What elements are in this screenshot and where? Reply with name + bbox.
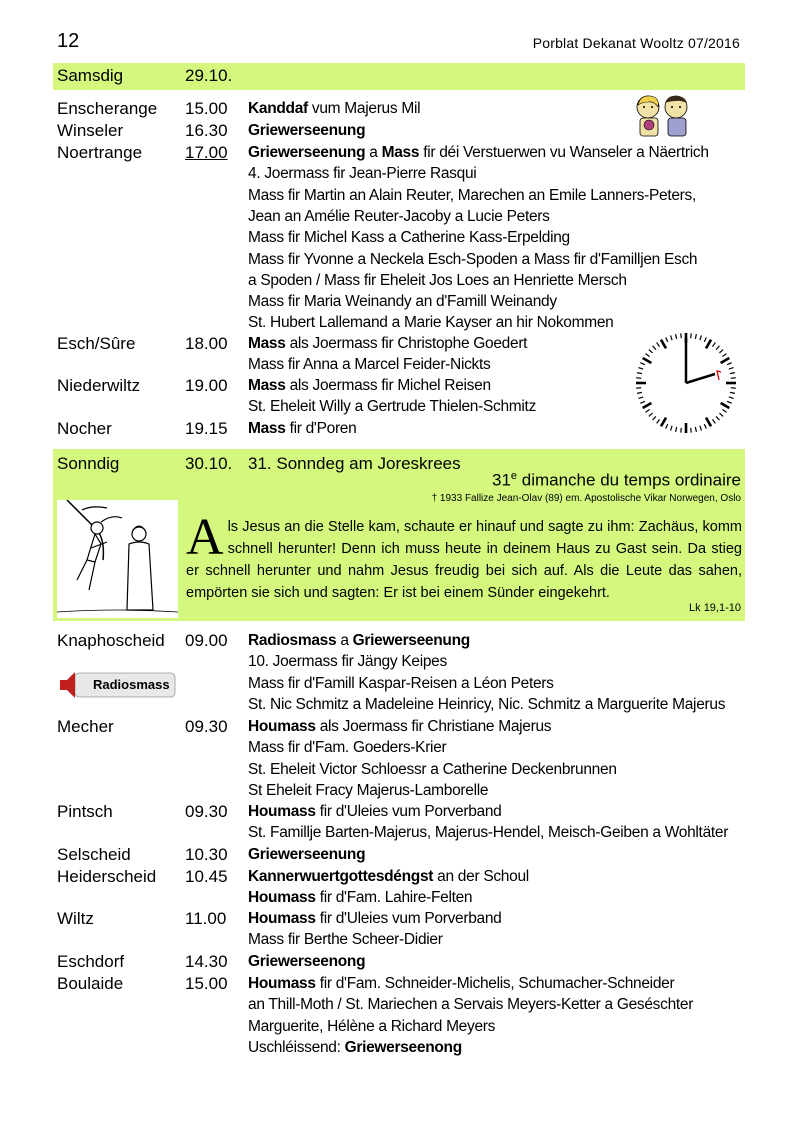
service-type: Griewerseenong — [344, 1038, 462, 1056]
service-time: 15.00 — [185, 99, 228, 118]
service-line: St. Familljе Barten-Majerus, Majerus-Hendel, Meisch-Geiben a Wohltäter — [248, 824, 729, 842]
service-line: St. Nic Schmitz a Madeleine Heinricy, Nic. Schmitz a Marguerite Majerus — [248, 695, 726, 713]
service-line: Houmass fir d'Fam. Schneider-Michelis, Schumacher-Schneider — [248, 975, 675, 992]
service-type: Houmass — [248, 910, 316, 927]
service-time: 09.00 — [185, 631, 228, 650]
service-line: Houmass fir d'Uleies vum Porverband — [248, 910, 502, 927]
service-time: 14.30 — [185, 952, 228, 971]
saturday-day: Samsdig — [57, 66, 124, 85]
place-name: Knaphoscheid — [57, 631, 165, 650]
place-name: Winseler — [57, 121, 124, 140]
service-line — [248, 846, 365, 864]
service-line: Kanddaf vum Majerus Mil — [248, 100, 421, 117]
service-line: Mass als Joermass fir Christophe Goedert — [248, 335, 528, 352]
gospel-reference: Lk 19,1-10 — [689, 602, 741, 614]
sunday-date: 30.10. — [185, 454, 233, 473]
service-type: Griewerseenung — [248, 122, 366, 139]
gospel-text: Als Jesus an die Stelle kam, schaute er hinauf und sagte zu ihm: Zachäus, komm schnell herunter! Denn ich muss heute in deinem Haus zu Gast sein. Da stieg er schnell herunter und nahm Jesus freudig bei sich auf. Als die Leute das sahen, empörten sie sich und sagten: Er ist bei einem Sünder eingekehrt. — [186, 509, 742, 601]
saturday-date: 29.10. — [185, 66, 233, 85]
saturday-header-bar — [53, 63, 745, 90]
place-name: Niederwiltz — [57, 376, 141, 395]
place-name: Wiltz — [57, 909, 94, 928]
service-line: Houmass fir d'Uleies vum Porverband — [248, 803, 502, 820]
service-line: 4. Joermass fir Jean-Pierre Rasqui — [248, 165, 477, 183]
service-line: Mass fir d'Poren — [248, 420, 357, 437]
place-name: Pintsch — [57, 802, 113, 821]
service-type: Houmass — [248, 803, 316, 820]
service-line: St. Eheleit Willy a Gertrude Thielen-Schmitz — [248, 398, 537, 416]
service-time: 10.30 — [185, 845, 228, 864]
service-type: Kannerwuertgottesdéngst — [248, 868, 434, 885]
place-name: Heiderscheid — [57, 867, 157, 886]
service-type: Houmass — [248, 718, 316, 735]
page-number: 12 — [57, 30, 80, 52]
service-time: 09.30 — [185, 802, 228, 821]
service-line: Mass fir Michel Kass a Catherine Kass-Erpelding — [248, 229, 570, 247]
service-time: 15.00 — [185, 974, 228, 993]
service-line: Mass fir d'Famill Kaspar-Reisen a Léon Peters — [248, 674, 554, 692]
sunday-day: Sonndig — [57, 454, 120, 473]
place-name: Boulaide — [57, 974, 124, 993]
service-line: Uschléissend: Griewerseenong — [248, 1038, 462, 1056]
service-line — [248, 953, 365, 971]
service-time: 17.00 — [185, 143, 228, 162]
service-line: Griewerseenung a Mass fir déi Verstuerwen vu Wanseler a Näertrich — [248, 144, 709, 161]
service-type: Houmass — [248, 889, 316, 907]
service-type: Radiosmass — [248, 632, 337, 649]
service-line: Marguerite, Hélène a Richard Meyers — [248, 1017, 496, 1035]
service-type: Griewerseenung — [352, 632, 470, 649]
service-time: 09.30 — [185, 717, 228, 736]
service-line: Mass fir Yvonne a Neckela Esch-Spoden a Mass fir d'Familljen Esch — [248, 250, 698, 268]
service-time: 16.30 — [185, 121, 228, 140]
service-time: 10.45 — [185, 867, 228, 886]
service-type: Griewerseenung — [248, 846, 366, 863]
service-line: Radiosmass a Griewerseenung — [248, 632, 470, 649]
service-line: Mass fir Maria Weinandy an d'Famill Weinandy — [248, 293, 557, 311]
service-line: Mass fir Martin an Alain Reuter, Marechen an Emile Lanners-Peters, — [248, 186, 696, 204]
sunday-french-title: 31e dimanche du temps ordinaire — [491, 470, 741, 490]
service-time: 18.00 — [185, 334, 228, 353]
place-name: Eschdorf — [57, 952, 125, 971]
place-name: Enscherange — [57, 99, 158, 118]
service-type: Mass — [248, 377, 286, 394]
memorial-note: † 1933 Fallize Jean-Olav (89) em. Apostolische Vikar Norwegen, Oslo — [431, 493, 741, 504]
zacchaeus-illustration — [57, 500, 178, 618]
place-name: Esch/Sûre — [57, 334, 136, 353]
service-type: Griewerseenung — [248, 144, 366, 161]
service-type: Griewerseenong — [248, 953, 366, 970]
service-line: Kannerwuertgottesdéngst an der Schoul — [248, 868, 529, 885]
service-time: 19.00 — [185, 376, 228, 395]
children-icon — [630, 93, 696, 139]
service-line — [248, 122, 365, 140]
service-type: Mass — [248, 420, 286, 437]
radiosmass-label: Radiosmass — [93, 677, 170, 692]
publication-header: Porblat Dekanat Wooltz 07/2016 — [532, 35, 740, 51]
service-line: 10. Joermass fir Jängy Keipes — [248, 653, 447, 671]
service-line: Mass fir Anna a Marcel Feider-Nickts — [248, 356, 491, 374]
service-type: Mass — [248, 335, 286, 352]
service-line: an Thill-Moth / St. Mariechen a Servais Meyers-Ketter a Geséschter — [248, 996, 694, 1014]
service-line: Jean an Amélie Reuter-Jacoby a Lucie Peters — [248, 207, 550, 225]
service-line: Houmass als Joermass fir Christiane Majerus — [248, 718, 552, 735]
service-line: Houmass fir d'Fam. Lahire-Felten — [248, 889, 473, 907]
service-type: Mass — [381, 144, 420, 161]
place-name: Noertrange — [57, 143, 143, 162]
service-line: St. Hubert Lallemand a Marie Kayser an hir Nokommen — [248, 314, 614, 332]
clock-icon — [633, 330, 739, 436]
service-type: Houmass — [248, 975, 316, 992]
service-line: Mass als Joermass fir Michel Reisen — [248, 377, 491, 394]
radiosmass-badge — [57, 670, 177, 700]
place-name: Mecher — [57, 717, 114, 736]
service-line: St Eheleit Fracy Majerus-Lamborelle — [248, 781, 489, 799]
service-line: a Spoden / Mass fir Eheleit Jos Loes an Henriette Mersch — [248, 271, 627, 289]
place-name: Nocher — [57, 419, 112, 438]
sunday-title: 31. Sonndeg am Joreskrees — [248, 454, 461, 473]
place-name: Selscheid — [57, 845, 131, 864]
service-time: 11.00 — [185, 909, 227, 928]
service-line: Mass fir d'Fam. Goeders-Krier — [248, 739, 447, 757]
service-type: Kanddaf — [248, 100, 308, 117]
service-line: St. Eheleit Victor Schloessr a Catherine Deckenbrunnen — [248, 760, 617, 778]
service-time: 19.15 — [185, 419, 228, 438]
service-line: Mass fir Berthe Scheer-Didier — [248, 931, 443, 949]
